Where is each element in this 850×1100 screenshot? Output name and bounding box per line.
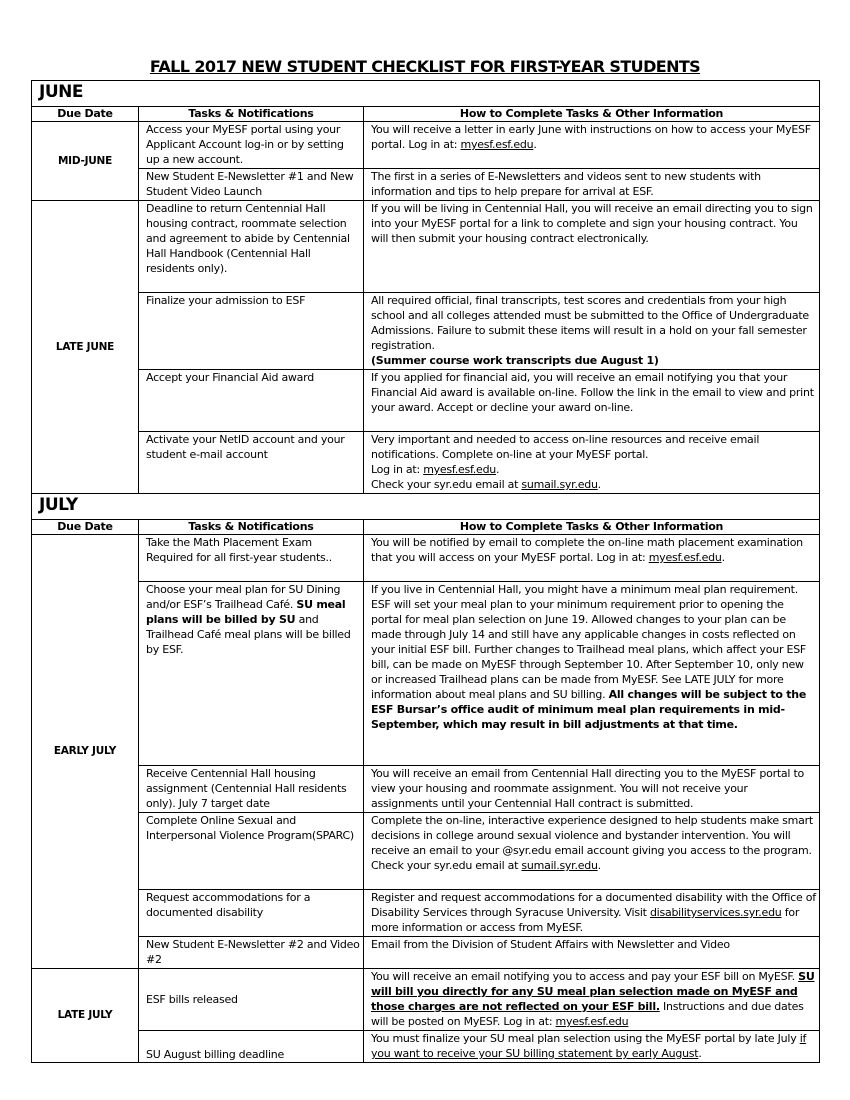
how-cell: You will receive an email notifying you to access and pay your ESF bill on MyESF. SU will bill you directly for any SU meal plan selection made on MyESF and those charges are not reflected on your ESF bill. Instructions and due dates will be posted on MyESF. Log in at: myesf.esf.edu — [364, 969, 820, 1031]
how-cell: If you live in Centennial Hall, you might have a minimum meal plan requirement. ESF will set your meal plan to your minimum requirement prior to opening the portal for meal plan selection on June 19. Allowed changes to your plan can be made through July 14 and still have any applicable changes in costs reflected on your initial ESF bill. Further changes to Trailhead meal plans, which affect your ESF bill, can be made on MyESF through September 10. After September 10, only new or increased Trailhead plans can be made from MyESF. See LATE JULY for more information about meal plans and SU billing. All changes will be subject to the ESF Bursar’s office audit of minimum meal plan requirements in mid-September, which may result in bill adjustments at that time. — [364, 582, 820, 766]
table-row — [32, 122, 820, 169]
task-cell: New Student E-Newsletter #1 and New Student Video Launch — [139, 169, 364, 201]
how-header: How to Complete Tasks & Other Information — [364, 520, 820, 535]
column-header-row — [32, 107, 820, 122]
how-cell: Register and request accommodations for a documented disability with the Office of Disability Services through Syracuse University. Visit disabilityservices.syr.edu for more information or access from MyESF. — [364, 890, 820, 937]
table-row — [32, 535, 820, 582]
how-cell: You will be notified by email to complete the on-line math placement examination that you will access on your MyESF portal. Log in at: myesf.esf.edu. — [364, 535, 820, 582]
task-cell: Activate your NetID account and your student e-mail account — [139, 432, 364, 494]
table-row — [32, 169, 820, 201]
task-cell: ESF bills released — [139, 969, 364, 1031]
table-row — [32, 293, 820, 370]
tasks-header: Tasks & Notifications — [139, 107, 364, 122]
tasks-header: Tasks & Notifications — [139, 520, 364, 535]
due-date-late-july: LATE JULY — [32, 969, 139, 1063]
myesf-link[interactable]: myesf.esf.edu — [648, 551, 722, 564]
how-header: How to Complete Tasks & Other Information — [364, 107, 820, 122]
how-cell: You must finalize your SU meal plan selection using the MyESF portal by late July if you want to receive your SU billing statement by early August. — [364, 1031, 820, 1063]
section-june-row — [32, 81, 820, 107]
table-row — [32, 201, 820, 293]
section-july-row — [32, 494, 820, 520]
how-cell: Complete the on-line, interactive experience designed to help students make smart decisions in college around sexual violence and bystander intervention. You will receive an email to your @syr.edu email account giving you access to the program. Check your syr.edu email at sumail.syr.edu. — [364, 813, 820, 890]
myesf-link[interactable]: myesf.esf.edu — [555, 1015, 629, 1028]
sumail-link[interactable]: sumail.syr.edu — [521, 859, 598, 872]
due-date-early-july: EARLY JULY — [32, 535, 139, 969]
how-cell: Very important and needed to access on-line resources and receive email notifications. Complete on-line at your MyESF portal. Log in at: myesf.esf.edu. Check your syr.edu email at sumail.syr.edu. — [364, 432, 820, 494]
how-cell: Email from the Division of Student Affairs with Newsletter and Video — [364, 937, 820, 969]
how-cell: If you applied for financial aid, you will receive an email notifying you that your Financial Aid award is available on-line. Follow the link in the email to view and print your award. Accept or decline your award on-line. — [364, 370, 820, 432]
table-row — [32, 1031, 820, 1063]
how-cell: You will receive a letter in early June with instructions on how to access your MyESF portal. Log in at: myesf.esf.edu. — [364, 122, 820, 169]
table-row — [32, 432, 820, 494]
table-row — [32, 937, 820, 969]
how-cell: The first in a series of E-Newsletters and videos sent to new students with information and tips to help prepare for arrival at ESF. — [364, 169, 820, 201]
table-row — [32, 370, 820, 432]
myesf-link[interactable]: myesf.esf.edu — [423, 463, 497, 476]
sumail-link[interactable]: sumail.syr.edu — [521, 478, 598, 491]
task-cell: Receive Centennial Hall housing assignment (Centennial Hall residents only). July 7 target date — [139, 766, 364, 813]
section-heading-july: JULY — [32, 494, 820, 520]
task-cell: Choose your meal plan for SU Dining and/or ESF’s Trailhead Café. SU meal plans will be billed by SU and Trailhead Café meal plans will be billed by ESF. — [139, 582, 364, 766]
page-title: FALL 2017 NEW STUDENT CHECKLIST FOR FIRST-YEAR STUDENTS — [149, 57, 701, 76]
task-cell: Deadline to return Centennial Hall housing contract, roommate selection and agreement to abide by Centennial Hall Handbook (Centennial Hall residents only). — [139, 201, 364, 293]
column-header-row — [32, 520, 820, 535]
section-heading-june: JUNE — [32, 81, 820, 107]
table-row — [32, 969, 820, 1031]
how-cell: You will receive an email from Centennial Hall directing you to the MyESF portal to view your housing and roommate assignment. You will not receive your assignments until your Centennial Hall contract is submitted. — [364, 766, 820, 813]
task-cell: Accept your Financial Aid award — [139, 370, 364, 432]
due-date-mid-june: MID-JUNE — [32, 122, 139, 201]
disability-services-link[interactable]: disabilityservices.syr.edu — [649, 906, 782, 919]
task-cell: Complete Online Sexual and Interpersonal Violence Program(SPARC) — [139, 813, 364, 890]
table-row — [32, 582, 820, 766]
due-date-header: Due Date — [32, 107, 139, 122]
table-row — [32, 890, 820, 937]
how-cell: If you will be living in Centennial Hall, you will receive an email directing you to sign into your MyESF portal for a link to complete and sign your housing contract. You will then submit your housing contract electronically. — [364, 201, 820, 293]
task-cell: Take the Math Placement Exam Required for all first-year students.. — [139, 535, 364, 582]
task-cell: Access your MyESF portal using your Applicant Account log-in or by setting up a new account. — [139, 122, 364, 169]
due-date-header: Due Date — [32, 520, 139, 535]
task-cell: Finalize your admission to ESF — [139, 293, 364, 370]
task-cell: New Student E-Newsletter #2 and Video #2 — [139, 937, 364, 969]
checklist-table — [31, 80, 820, 1063]
task-cell: SU August billing deadline — [139, 1031, 364, 1063]
due-date-late-june: LATE JUNE — [32, 201, 139, 494]
table-row — [32, 766, 820, 813]
task-cell: Request accommodations for a documented disability — [139, 890, 364, 937]
how-cell: All required official, final transcripts, test scores and credentials from your high school and all colleges attended must be submitted to the Office of Undergraduate Admissions. Failure to submit these items will result in a hold on your fall semester registration. (Summer course work transcripts due August 1) — [364, 293, 820, 370]
table-row — [32, 813, 820, 890]
myesf-link[interactable]: myesf.esf.edu — [460, 138, 534, 151]
